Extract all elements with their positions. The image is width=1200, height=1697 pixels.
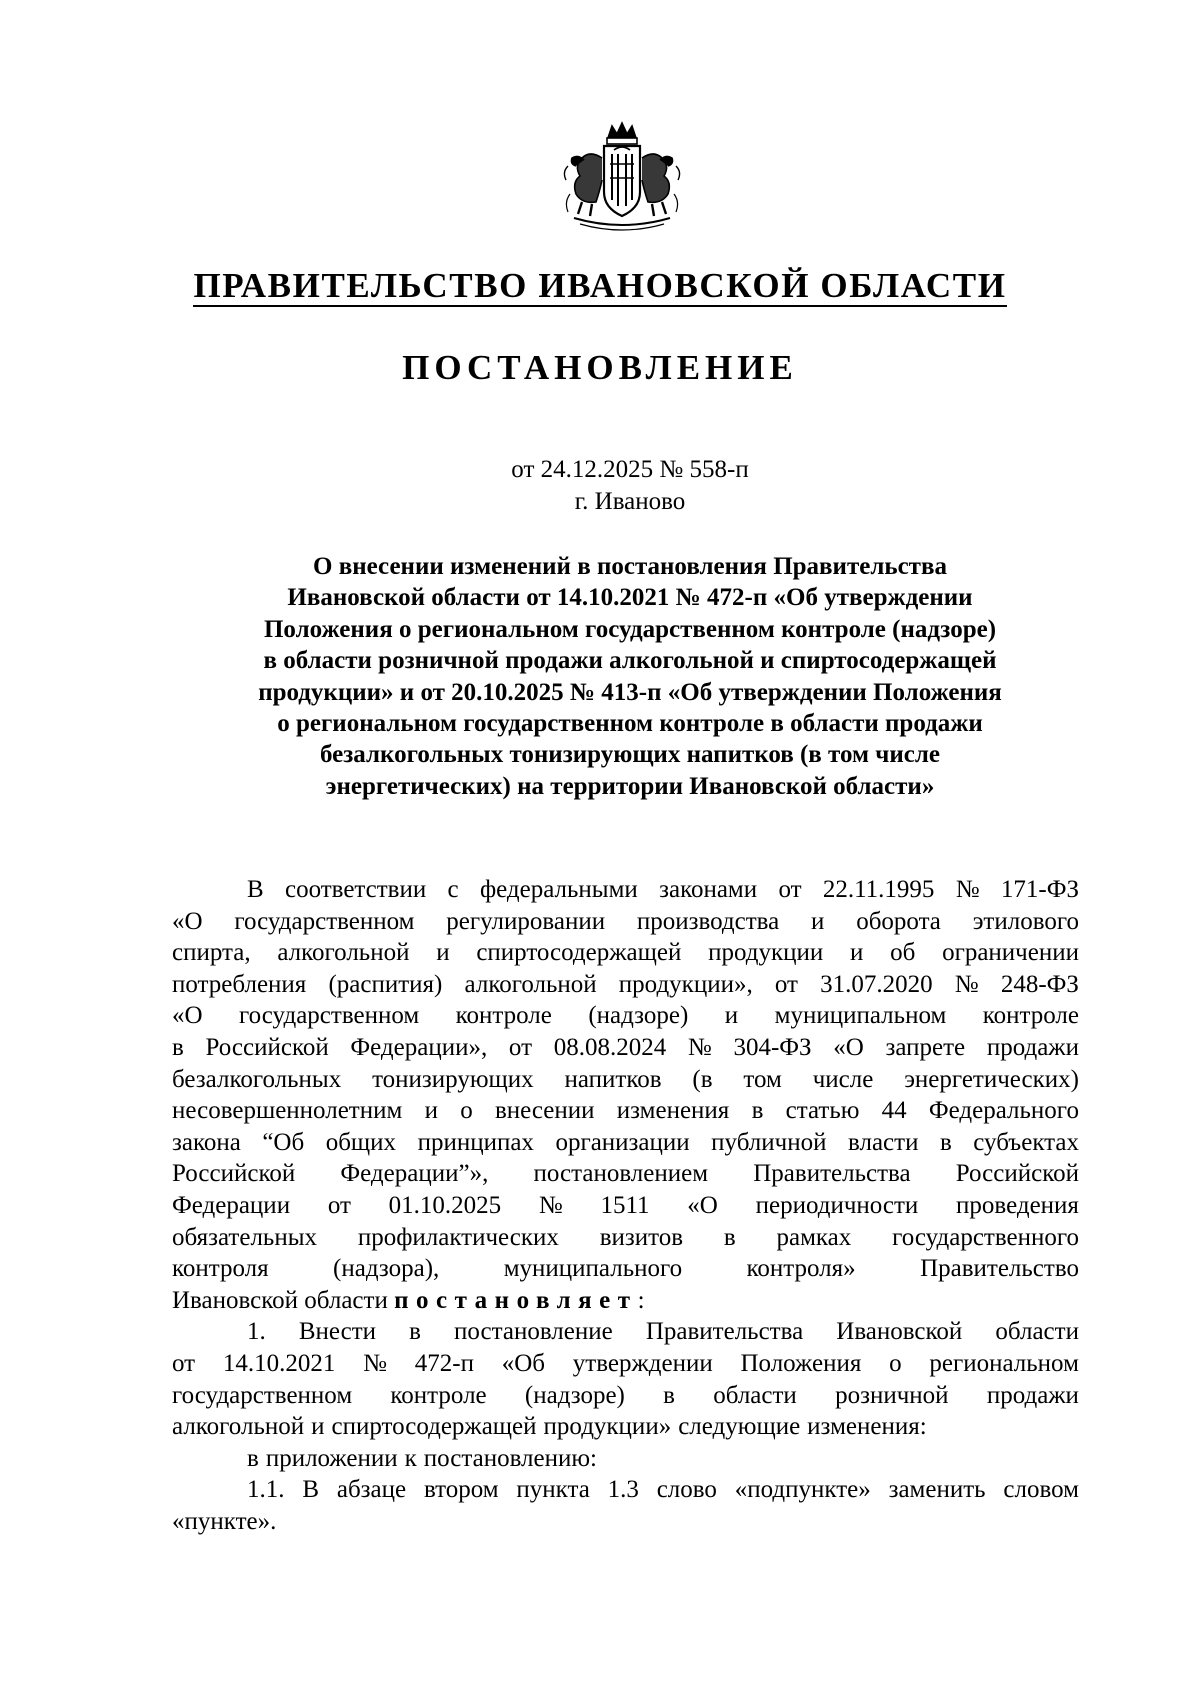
body-line: «пункте». [172, 1507, 277, 1535]
document-type: ПОСТАНОВЛЕНИЕ [402, 348, 798, 387]
body-line: государственном контроле (надзоре) в области розничной продажи [172, 1381, 1079, 1409]
document-date-number: от 24.12.2025 № 558-п [511, 456, 749, 483]
title-line: О внесении изменений в постановления Правительства [313, 553, 947, 580]
body-line: в Российской Федерации», от 08.08.2024 № 304-ФЗ «О запрете продажи [172, 1033, 1079, 1061]
title-line: Ивановской области от 14.10.2021 № 472-п «Об утверждении [287, 584, 973, 612]
title-line: безалкогольных тонизирующих напитков (в том числе [319, 741, 941, 769]
body-line: 1.1. В абзаце втором пункта 1.3 слово «подпункте» заменить словом [247, 1476, 1079, 1504]
title-line: Положения о региональном государственном контроле (надзоре) [263, 615, 997, 643]
decree-prefix: Ивановской области [172, 1286, 395, 1314]
title-line: о региональном государственном контроле в области продажи [277, 710, 983, 738]
body-line: 1. Внести в постановление Правительства Ивановской области [247, 1318, 1079, 1346]
body-line: Федерации от 01.10.2025 № 1511 «О периодичности проведения [172, 1191, 1079, 1219]
body-line: Российской Федерации”», постановлением Правительства Российской [172, 1160, 1079, 1188]
body-line-decree [172, 1285, 1079, 1317]
title-line: продукции» и от 20.10.2025 № 413-п «Об утверждении Положения [258, 678, 1002, 706]
body-line: закона “Об общих принципах организации публичной власти в субъектах [172, 1128, 1079, 1156]
body-line: «О государственном регулировании производства и оборота этилового [172, 907, 1079, 935]
body-line: потребления (распития) алкогольной продукции», от 31.07.2020 № 248-ФЗ [172, 970, 1079, 998]
organization-name: ПРАВИТЕЛЬСТВО ИВАНОВСКОЙ ОБЛАСТИ [193, 266, 1007, 305]
body-line: безалкогольных тонизирующих напитков (в том числе энергетических) [172, 1065, 1079, 1093]
document-body [172, 874, 1079, 1537]
body-line: несовершеннолетним и о внесении изменения в статью 44 Федерального [172, 1097, 1079, 1125]
title-line: энергетических) на территории Ивановской области» [325, 772, 935, 800]
body-line: от 14.10.2021 № 472-п «Об утверждении Положения о региональном [172, 1349, 1079, 1377]
body-line: обязательных профилактических визитов в рамках государственного [172, 1223, 1079, 1251]
body-line: контроля (надзора), муниципального контроля» Правительство [172, 1255, 1079, 1283]
ivanovo-coat-of-arms-icon [560, 120, 685, 232]
body-line: в приложении к постановлению: [247, 1444, 597, 1472]
decree-word: постановляет [394, 1286, 638, 1314]
decree-colon: : [637, 1286, 645, 1314]
body-line: спирта, алкогольной и спиртосодержащей продукции и об ограничении [172, 939, 1079, 967]
body-line: В соответствии с федеральными законами от 22.11.1995 № 171-ФЗ [247, 876, 1079, 903]
title-line: в области розничной продажи алкогольной и спиртосодержащей [263, 647, 997, 675]
body-line: алкогольной и спиртосодержащей продукции» следующие изменения: [172, 1413, 927, 1441]
document-subject-title [150, 551, 1110, 802]
document-city: г. Иваново [574, 488, 686, 515]
organization-title [0, 262, 1200, 310]
body-line: «О государственном контроле (надзоре) и муниципальном контроле [172, 1002, 1079, 1030]
